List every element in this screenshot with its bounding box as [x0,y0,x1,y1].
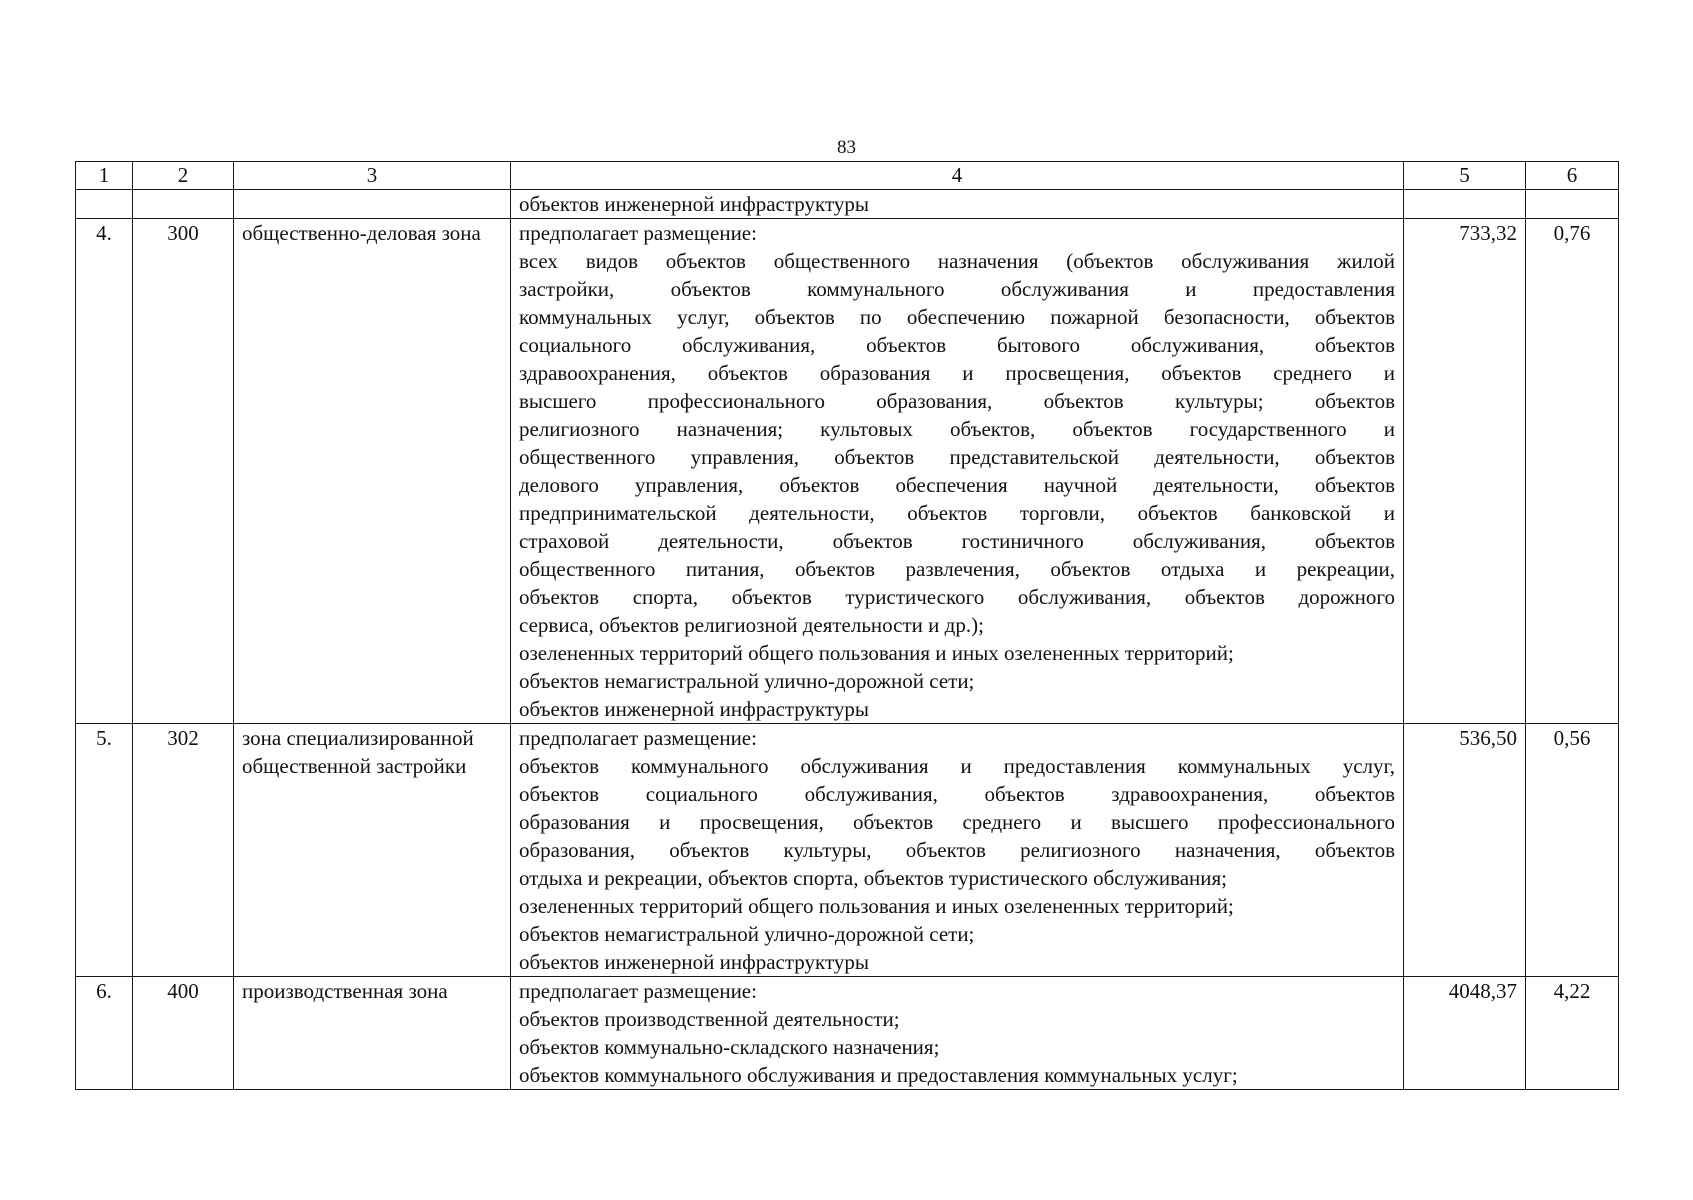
percent-cell [1526,190,1619,219]
description-line: страховой деятельности, объектов гостиничного обслуживания, объектов [519,529,1395,553]
row-number-cell: 6. [76,977,133,1090]
description-line: предполагает размещение: [519,221,757,245]
description-line: коммунальных услуг, объектов по обеспечению пожарной безопасности, объектов [519,305,1395,329]
description-line: объектов коммунального обслуживания и предоставления коммунальных услуг, [519,754,1395,778]
description-line: объектов инженерной инфраструктуры [519,192,869,216]
description-line: объектов немагистральной улично-дорожной сети; [519,669,975,693]
description-line: делового управления, объектов обеспечения научной деятельности, объектов [519,473,1395,497]
column-header: 2 [133,162,234,190]
description-line: озелененных территорий общего пользования и иных озелененных территорий; [519,641,1234,665]
description-line: сервиса, объектов религиозной деятельности и др.); [519,613,984,637]
description-line: предполагает размещение: [519,726,757,750]
column-header: 4 [511,162,1404,190]
description-line: религиозного назначения; культовых объектов, объектов государственного и [519,417,1395,441]
area-cell [1404,190,1526,219]
description-line: образования и просвещения, объектов среднего и высшего профессионального [519,810,1395,834]
description-line: предполагает размещение: [519,979,757,1003]
description-line: здравоохранения, объектов образования и просвещения, объектов среднего и [519,361,1395,385]
percent-cell: 0,56 [1526,724,1619,977]
table-row [76,724,1619,977]
description-line: общественного питания, объектов развлечения, объектов отдыха и рекреации, [519,557,1395,581]
row-number-cell [76,190,133,219]
description-cell [511,724,1404,977]
table-row [76,977,1619,1090]
percent-cell: 0,76 [1526,219,1619,724]
area-cell: 733,32 [1404,219,1526,724]
zone-code-cell: 302 [133,724,234,977]
zone-name-cell: производственная зона [234,977,511,1090]
area-cell: 536,50 [1404,724,1526,977]
percent-cell: 4,22 [1526,977,1619,1090]
description-line: отдыха и рекреации, объектов спорта, объектов туристического обслуживания; [519,866,1228,890]
description-line: застройки, объектов коммунального обслуживания и предоставления [519,277,1395,301]
zone-name-cell: зона специализированной общественной застройки [234,724,511,977]
column-header: 5 [1404,162,1526,190]
description-line: объектов коммунально-складского назначения; [519,1035,940,1059]
column-header: 6 [1526,162,1619,190]
description-line: высшего профессионального образования, объектов культуры; объектов [519,389,1395,413]
page-number: 83 [837,137,856,158]
description-line: объектов спорта, объектов туристического обслуживания, объектов дорожного [519,585,1395,609]
description-line: всех видов объектов общественного назначения (объектов обслуживания жилой [519,249,1395,273]
description-cell [511,190,1404,219]
description-line: предпринимательской деятельности, объектов торговли, объектов банковской и [519,501,1395,525]
row-number-cell: 5. [76,724,133,977]
description-line: объектов немагистральной улично-дорожной сети; [519,922,975,946]
zone-code-cell: 400 [133,977,234,1090]
column-header: 3 [234,162,511,190]
description-line: объектов инженерной инфраструктуры [519,697,869,721]
zone-code-cell [133,190,234,219]
table-row [76,190,1619,219]
zone-code-cell: 300 [133,219,234,724]
description-line: объектов инженерной инфраструктуры [519,950,869,974]
zone-name-cell: общественно-деловая зона [234,219,511,724]
description-cell [511,219,1404,724]
zones-table [75,161,1619,1090]
table-row [76,219,1619,724]
row-number-cell: 4. [76,219,133,724]
zone-name-cell [234,190,511,219]
table-header-row [76,162,1619,190]
description-line: общественного управления, объектов представительской деятельности, объектов [519,445,1395,469]
area-cell: 4048,37 [1404,977,1526,1090]
description-line: объектов коммунального обслуживания и предоставления коммунальных услуг; [519,1063,1238,1087]
description-line: объектов социального обслуживания, объектов здравоохранения, объектов [519,782,1395,806]
description-line: озелененных территорий общего пользования и иных озелененных территорий; [519,894,1234,918]
description-cell [511,977,1404,1090]
description-line: объектов производственной деятельности; [519,1007,900,1031]
description-line: образования, объектов культуры, объектов религиозного назначения, объектов [519,838,1395,862]
column-header: 1 [76,162,133,190]
description-line: социального обслуживания, объектов бытового обслуживания, объектов [519,333,1395,357]
